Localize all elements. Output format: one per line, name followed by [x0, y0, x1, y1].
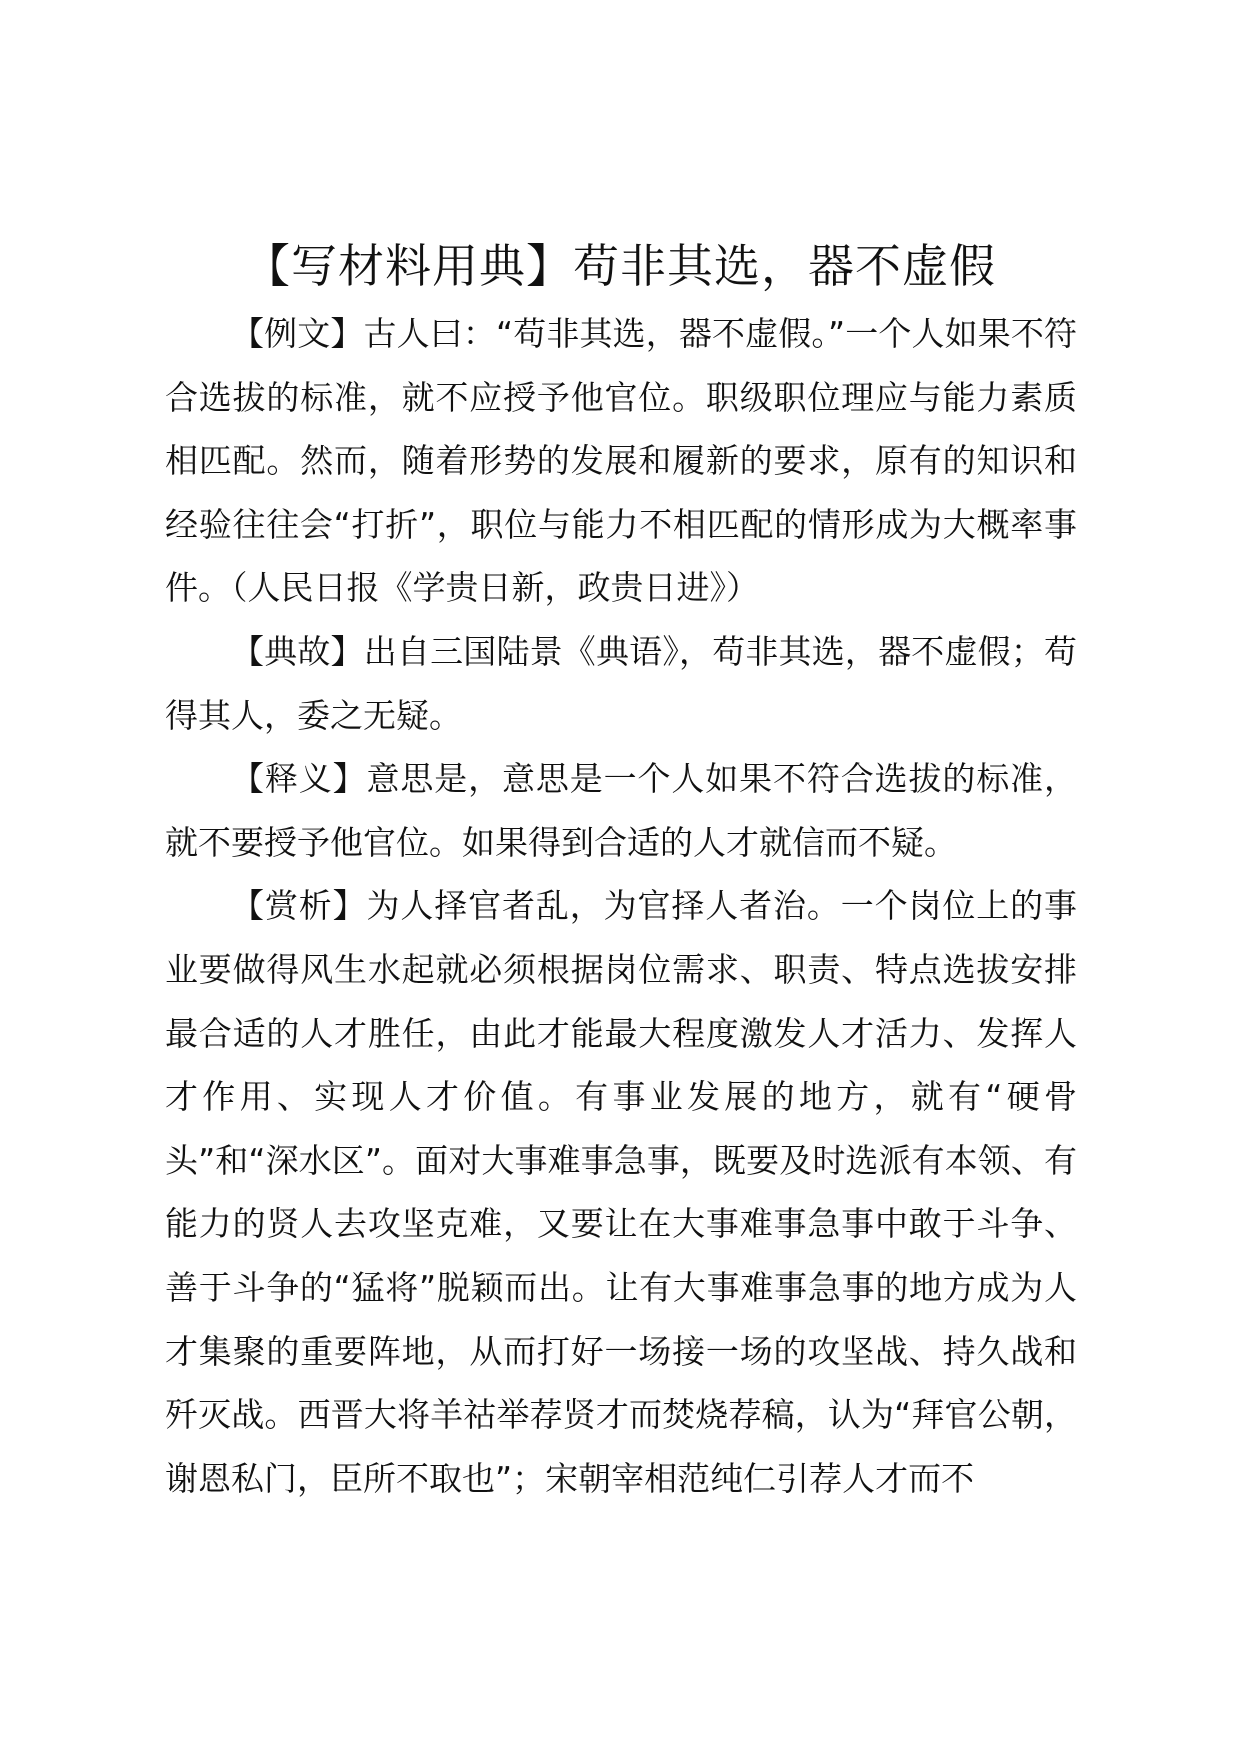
paragraph-meaning: 【释义】意思是，意思是一个人如果不符合选拔的标准，就不要授予他官位。如果得到合适的人才就信而不疑。: [165, 759, 1077, 862]
paragraph-analysis: 【赏析】为人择官者乱，为官择人者治。一个岗位上的事业要做得风生水起就必须根据岗位需求、职责、特点选拔安排最合适的人才胜任，由此才能最大程度激发人才活力、发挥人才作用、实现人才价值。有事业发展的地方，就有“硬骨头”和“深水区”。面对大事难事急事，既要及时选派有本领、有能力的贤人去攻坚克难，又要让在大事难事急事中敢于斗争、善于斗争的“猛将”脱颖而出。让有大事难事急事的地方成为人才集聚的重要阵地，从而打好一场接一场的攻坚战、持久战和歼灭战。西晋大将羊祜举荐贤才而焚烧荐稿，认为“拜官公朝，谢恩私门，臣所不取也”；宋朝宰相范纯仁引荐人才而不: [165, 886, 1077, 1498]
document-body: [165, 302, 1077, 1510]
paragraph-example: 【例文】古人曰：“苟非其选，器不虚假。”一个人如果不符合选拔的标准，就不应授予他官位。职级职位理应与能力素质相匹配。然而，随着形势的发展和履新的要求，原有的知识和经验往往会“打折”，职位与能力不相匹配的情形成为大概率事件。（人民日报《学贵日新，政贵日进》）: [165, 314, 1077, 608]
paragraph-allusion: 【典故】出自三国陆景《典语》，苟非其选，器不虚假；苟得其人，委之无疑。: [165, 631, 1077, 735]
document-title: 【写材料用典】苟非其选，器不虚假: [244, 239, 996, 293]
